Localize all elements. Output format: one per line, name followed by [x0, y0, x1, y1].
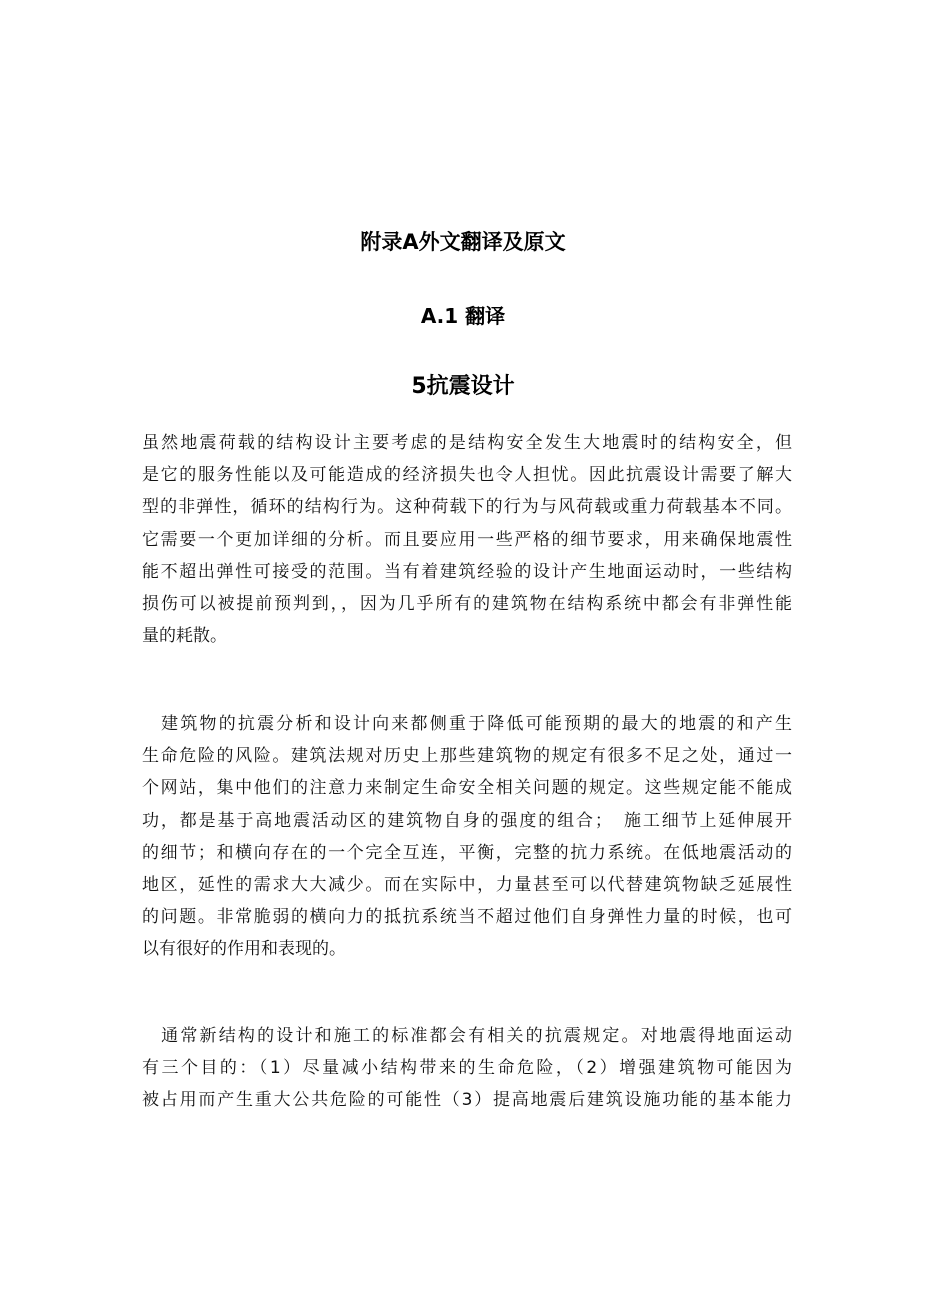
text-line: 的问题。非常脆弱的横向力的抵抗系统当不超过他们自身弹性力量的时候，也可: [142, 907, 792, 928]
paragraph-3: [142, 1020, 792, 1117]
text-line: 有三个目的：（1）尽量减小结构带来的生命危险，（2）增强建筑物可能因为: [142, 1058, 792, 1079]
paragraph-1: [142, 427, 792, 652]
text-line: 建筑物的抗震分析和设计向来都侧重于降低可能预期的最大的地震的和产生: [142, 714, 792, 734]
text-line: 生命危险的风险。建筑法规对历史上那些建筑物的规定有很多不足之处，通过一: [142, 746, 792, 767]
text-line: 个网站，集中他们的注意力来制定生命安全相关问题的规定。这些规定能不能成: [142, 778, 792, 799]
text-line: 损伤可以被提前预判到，，因为几乎所有的建筑物在结构系统中都会有非弹性能: [142, 593, 792, 614]
text-line: 能不超出弹性可接受的范围。当有着建筑经验的设计产生地面运动时，一些结构: [142, 561, 792, 582]
appendix-title: 附录A外文翻译及原文: [360, 230, 566, 254]
text-line: 地区，延性的需求大大减少。而在实际中，力量甚至可以代替建筑物缺乏延展性: [142, 874, 792, 895]
text-line: 它需要一个更加详细的分析。而且要应用一些严格的细节要求，用来确保地震性: [142, 529, 792, 550]
text-line: 量的耗散。: [142, 626, 227, 647]
text-line: 被占用而产生重大公共危险的可能性（3）提高地震后建筑设施功能的基本能力: [142, 1090, 792, 1111]
text-line: 通常新结构的设计和施工的标准都会有相关的抗震规定。对地震得地面运动: [142, 1026, 792, 1046]
text-line: 的细节；和横向存在的一个完全互连，平衡，完整的抗力系统。在低地震活动的: [142, 842, 792, 863]
text-line: 功，都是基于高地震活动区的建筑物自身的强度的组合； 施工细节上延伸展开: [142, 810, 792, 831]
text-line: 虽然地震荷载的结构设计主要考虑的是结构安全发生大地震时的结构安全，但: [142, 433, 792, 453]
text-line: 以有很好的作用和表现的。: [142, 939, 346, 960]
paragraph-2: [142, 708, 792, 966]
chapter-title: 5抗震设计: [411, 374, 515, 399]
section-title: A.1 翻译: [420, 304, 506, 328]
text-line: 型的非弹性，循环的结构行为。这种荷载下的行为与风荷载或重力荷载基本不同。: [142, 497, 792, 518]
text-line: 是它的服务性能以及可能造成的经济损失也令人担忧。因此抗震设计需要了解大: [142, 465, 792, 486]
